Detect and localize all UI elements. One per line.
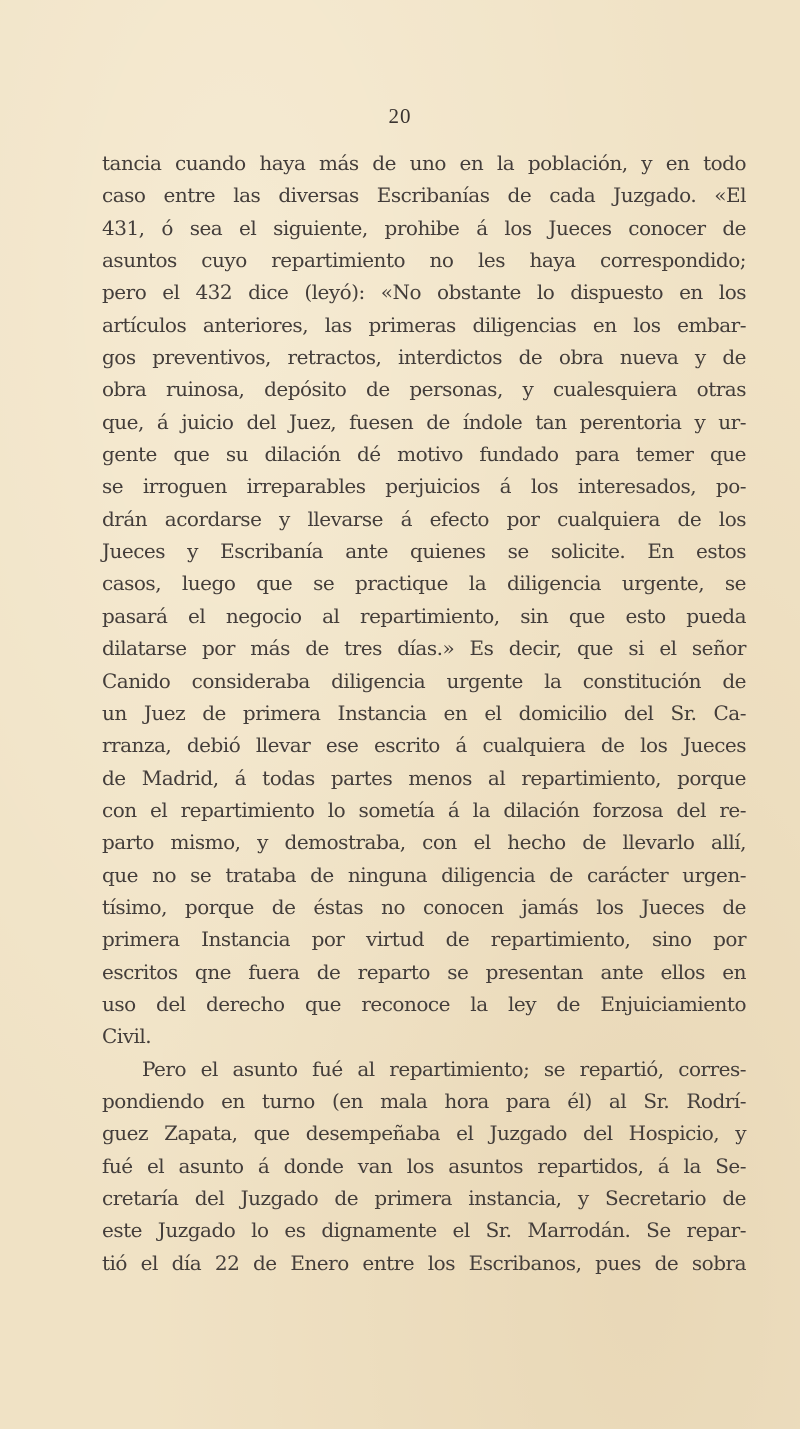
text-line: pero el 432 dice (leyó): «No obstante lo dispuesto en los [102, 280, 746, 305]
text-line: rranza, debió llevar ese escrito á cualquiera de los Jueces [102, 733, 746, 758]
text-line: drán acordarse y llevarse á efecto por cualquiera de los [102, 506, 746, 531]
text-line: tancia cuando haya más de uno en la población, y en todo [102, 151, 746, 175]
text-line: artículos anteriores, las primeras diligencias en los embar- [102, 312, 746, 337]
text-line: primera Instancia por virtud de repartimiento, sino por [102, 927, 746, 952]
paragraph-start-line: Pero el asunto fué al repartimiento; se repartió, corres- [142, 1056, 746, 1081]
text-line: que, á juicio del Juez, fuesen de índole tan perentoria y ur- [102, 409, 746, 434]
text-line: Jueces y Escribanía ante quienes se solicite. En estos [102, 539, 746, 564]
text-line: casos, luego que se practique la diligencia urgente, se [102, 571, 746, 596]
text-line: se irroguen irreparables perjuicios á los interesados, po- [102, 474, 746, 499]
paragraph-end-line: Civil. [102, 1024, 152, 1049]
text-line: pondiendo en turno (en mala hora para él) al Sr. Rodrí- [102, 1088, 746, 1113]
text-line: gos preventivos, retractos, interdictos de obra nueva y de [102, 345, 746, 370]
text-line: parto mismo, y demostraba, con el hecho de llevarlo allí, [102, 830, 746, 855]
text-line: escritos qne fuera de reparto se presentan ante ellos en [102, 959, 746, 984]
text-line: 431, ó sea el siguiente, prohibe á los Jueces conocer de [102, 215, 746, 240]
text-line: fué el asunto á donde van los asuntos repartidos, á la Se- [102, 1153, 746, 1178]
text-line: un Juez de primera Instancia en el domicilio del Sr. Ca- [102, 700, 746, 725]
text-line: con el repartimiento lo sometía á la dilación forzosa del re- [102, 797, 746, 822]
text-line: cretaría del Juzgado de primera instancia, y Secretario de [102, 1186, 746, 1210]
text-line: este Juzgado lo es dignamente el Sr. Marrodán. Se repar- [102, 1218, 746, 1243]
text-line: gente que su dilación dé motivo fundado para temer que [102, 442, 746, 467]
text-line: pasará el negocio al repartimiento, sin que esto pueda [102, 603, 746, 628]
text-line: caso entre las diversas Escribanías de cada Juzgado. «El [102, 183, 746, 208]
body-text [102, 147, 746, 1279]
text-line: de Madrid, á todas partes menos al repartimiento, porque [102, 765, 746, 790]
text-line: tió el día 22 de Enero entre los Escribanos, pues de sobra [102, 1250, 746, 1275]
text-line: Canido consideraba diligencia urgente la constitución de [102, 668, 746, 693]
text-line: tísimo, porque de éstas no conocen jamás los Jueces de [102, 894, 746, 919]
text-line: obra ruinosa, depósito de personas, y cualesquiera otras [102, 377, 746, 402]
text-line: dilatarse por más de tres días.» Es decir, que si el señor [102, 636, 746, 661]
text-line: uso del derecho que reconoce la ley de Enjuiciamiento [102, 991, 746, 1016]
text-line: que no se trataba de ninguna diligencia de carácter urgen- [102, 862, 746, 887]
text-line: asuntos cuyo repartimiento no les haya correspondido; [102, 248, 746, 273]
text-line: guez Zapata, que desempeñaba el Juzgado del Hospicio, y [102, 1121, 746, 1146]
page-number: 20 [388, 104, 412, 128]
